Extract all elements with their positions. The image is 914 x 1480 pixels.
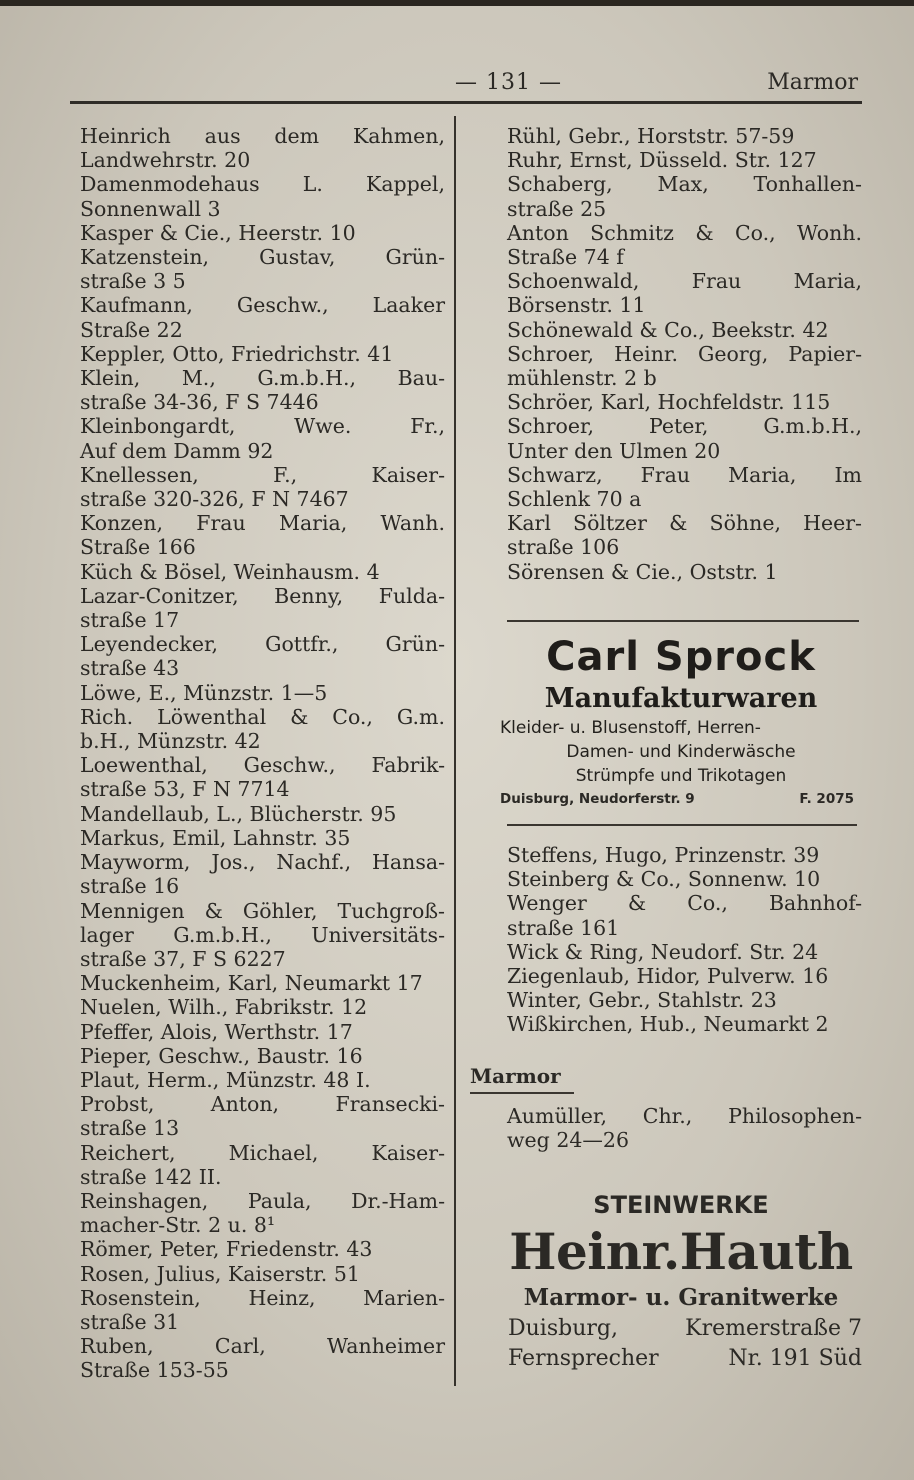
ad-sprock-address-row xyxy=(500,788,862,810)
ad-sprock-address: Duisburg, Neudorferstr. 9 xyxy=(500,791,695,807)
directory-entry xyxy=(80,826,445,850)
directory-entry xyxy=(507,221,862,269)
directory-entry xyxy=(507,843,862,867)
page-header xyxy=(60,66,860,98)
directory-entry xyxy=(507,988,862,1012)
ad-hauth-city: Duisburg, xyxy=(508,1316,618,1341)
entry-line: straße 16 xyxy=(80,874,180,899)
entry-line: Mandellaub, L., Blücherstr. 95 xyxy=(80,801,397,826)
entry-line: Rich. Löwenthal & Co., G.m. xyxy=(80,704,445,729)
entry-line: Schwarz, Frau Maria, Im xyxy=(507,462,862,487)
entry-line: Küch & Bösel, Weinhausm. 4 xyxy=(80,559,380,584)
entry-line: straße 53, F N 7714 xyxy=(80,777,290,802)
entry-line: straße 106 xyxy=(507,535,620,560)
entry-line: b.H., Münzstr. 42 xyxy=(80,729,261,754)
directory-entry xyxy=(80,1068,445,1092)
entry-line: Straße 74 f xyxy=(507,245,624,270)
directory-entry xyxy=(80,172,445,220)
directory-entry xyxy=(80,414,445,462)
left-column xyxy=(80,124,445,1383)
entry-line: Klein, M., G.m.b.H., Bau- xyxy=(80,366,445,391)
directory-entry xyxy=(507,511,862,559)
directory-entry xyxy=(80,1092,445,1140)
entry-line: mühlenstr. 2 b xyxy=(507,366,657,391)
directory-entry xyxy=(80,1286,445,1334)
entry-line: Börsenstr. 11 xyxy=(507,293,646,318)
ad-sprock-line1: Kleider- u. Blusenstoff, Herren- xyxy=(500,718,761,738)
entry-line: Rühl, Gebr., Horststr. 57-59 xyxy=(507,124,795,148)
entry-line: Mayworm, Jos., Nachf., Hansa- xyxy=(80,850,445,875)
directory-entry xyxy=(80,342,445,366)
ad-sprock-line3: Strümpfe und Trikotagen xyxy=(575,766,787,786)
entry-line: Sonnenwall 3 xyxy=(80,196,221,221)
entry-line: Loewenthal, Geschw., Fabrik- xyxy=(80,753,445,778)
entry-line: Konzen, Frau Maria, Wanh. xyxy=(80,511,445,536)
entry-line: Römer, Peter, Friedenstr. 43 xyxy=(80,1237,373,1262)
entry-line: Heinrich aus dem Kahmen, xyxy=(80,124,445,148)
entry-line: Nuelen, Wilh., Fabrikstr. 12 xyxy=(80,995,368,1020)
entry-line: Anton Schmitz & Co., Wonh. xyxy=(507,220,862,245)
directory-entry xyxy=(80,1237,445,1261)
directory-entry xyxy=(507,172,862,220)
entry-line: Unter den Ulmen 20 xyxy=(507,438,721,463)
right-column-bottom xyxy=(507,843,862,1037)
entry-line: Damenmodehaus L. Kappel, xyxy=(80,172,445,197)
entry-line: Markus, Emil, Lahnstr. 35 xyxy=(80,825,351,850)
ad-hauth-steinwerke: STEINWERKE xyxy=(593,1191,769,1219)
directory-entry xyxy=(80,463,445,511)
entry-line: Kaufmann, Geschw., Laaker xyxy=(80,293,445,318)
directory-entry xyxy=(507,124,862,148)
ad-top-rule xyxy=(507,620,859,622)
entry-line: Pfeffer, Alois, Werthstr. 17 xyxy=(80,1019,353,1044)
entry-line: Reinshagen, Paula, Dr.-Ham- xyxy=(80,1188,445,1213)
ad-hauth-phone-nr: Nr. 191 Süd xyxy=(728,1346,862,1371)
entry-line: lager G.m.b.H., Universitäts- xyxy=(80,922,445,947)
ad-hauth-trade: Marmor- u. Granitwerke xyxy=(523,1284,839,1311)
entry-line: Aumüller, Chr., Philosophen- xyxy=(507,1104,862,1128)
entry-line: Rosen, Julius, Kaiserstr. 51 xyxy=(80,1261,360,1286)
directory-entry xyxy=(80,1141,445,1189)
directory-entry xyxy=(80,1020,445,1044)
ad-hauth-name: Heinr.Hauth xyxy=(509,1222,853,1281)
entry-line: Plaut, Herm., Münzstr. 48 I. xyxy=(80,1067,371,1092)
ad-carl-sprock xyxy=(500,632,862,810)
directory-entry xyxy=(80,124,445,172)
directory-entry xyxy=(80,560,445,584)
entry-line: Winter, Gebr., Stahlstr. 23 xyxy=(507,988,777,1013)
entry-line: Straße 166 xyxy=(80,535,196,560)
entry-line: Sörensen & Cie., Oststr. 1 xyxy=(507,559,778,584)
directory-entry xyxy=(507,390,862,414)
directory-entry xyxy=(80,899,445,972)
section-heading-underline xyxy=(470,1092,574,1094)
entry-line: Schröer, Karl, Hochfeldstr. 115 xyxy=(507,390,831,415)
entry-line: Muckenheim, Karl, Neumarkt 17 xyxy=(80,971,423,996)
entry-line: straße 13 xyxy=(80,1116,180,1141)
entry-line: Lazar-Conitzer, Benny, Fulda- xyxy=(80,583,445,608)
entry-line: straße 3 5 xyxy=(80,269,186,294)
entry-line: Kleinbongardt, Wwe. Fr., xyxy=(80,414,445,439)
entry-line: Mennigen & Göhler, Tuchgroß- xyxy=(80,898,445,923)
entry-line: Wenger & Co., Bahnhof- xyxy=(507,891,862,916)
directory-entry xyxy=(507,463,862,511)
entry-line: weg 24—26 xyxy=(507,1128,629,1153)
entry-line: Schlenk 70 a xyxy=(507,487,642,512)
entry-line: Knellessen, F., Kaiser- xyxy=(80,462,445,487)
ad-heinr-hauth xyxy=(500,1188,862,1374)
directory-entry xyxy=(507,148,862,172)
entry-line: Steffens, Hugo, Prinzenstr. 39 xyxy=(507,843,820,867)
entry-line: Schoenwald, Frau Maria, xyxy=(507,269,862,294)
directory-entry xyxy=(80,632,445,680)
entry-line: straße 17 xyxy=(80,608,180,633)
entry-line: Straße 22 xyxy=(80,317,183,342)
section-marmor-entries xyxy=(507,1104,862,1152)
ad-hauth-street: Kremerstraße 7 xyxy=(685,1316,862,1341)
entry-line: Kasper & Cie., Heerstr. 10 xyxy=(80,220,356,245)
entry-line: Reichert, Michael, Kaiser- xyxy=(80,1140,445,1165)
directory-entry xyxy=(507,269,862,317)
directory-entry xyxy=(507,560,862,584)
directory-entry xyxy=(507,342,862,390)
entry-line: Schroer, Peter, G.m.b.H., xyxy=(507,414,862,439)
entry-line: Schroer, Heinr. Georg, Papier- xyxy=(507,341,862,366)
ad-hauth-address-row xyxy=(500,1314,862,1344)
ad-sprock-line2: Damen- und Kinderwäsche xyxy=(566,742,796,762)
directory-entry xyxy=(80,293,445,341)
ad-hauth-phone-row xyxy=(500,1344,862,1374)
directory-entry xyxy=(80,1262,445,1286)
directory-entry xyxy=(507,1104,862,1152)
right-column-top xyxy=(507,124,862,584)
directory-entry xyxy=(80,221,445,245)
entry-line: Ruben, Carl, Wanheimer xyxy=(80,1334,445,1359)
directory-entry xyxy=(80,995,445,1019)
entry-line: straße 31 xyxy=(80,1309,180,1334)
directory-entry xyxy=(507,867,862,891)
entry-line: macher-Str. 2 u. 8¹ xyxy=(80,1213,276,1238)
directory-entry xyxy=(507,964,862,988)
entry-line: Ziegenlaub, Hidor, Pulverw. 16 xyxy=(507,964,829,989)
entry-line: Wißkirchen, Hub., Neumarkt 2 xyxy=(507,1012,829,1037)
entry-line: Auf dem Damm 92 xyxy=(80,438,274,463)
directory-entry xyxy=(80,850,445,898)
entry-line: Schaberg, Max, Tonhallen- xyxy=(507,172,862,197)
entry-line: straße 43 xyxy=(80,656,180,681)
directory-entry xyxy=(507,940,862,964)
directory-entry xyxy=(507,318,862,342)
entry-line: straße 142 II. xyxy=(80,1164,222,1189)
directory-entry xyxy=(507,414,862,462)
entry-line: Löwe, E., Münzstr. 1—5 xyxy=(80,680,328,705)
entry-line: straße 25 xyxy=(507,196,607,221)
directory-entry xyxy=(80,1334,445,1382)
entry-line: straße 320-326, F N 7467 xyxy=(80,487,349,512)
header-rule xyxy=(70,101,862,104)
directory-entry xyxy=(80,1189,445,1237)
page-number: — 131 — xyxy=(455,70,562,95)
entry-line: Pieper, Geschw., Baustr. 16 xyxy=(80,1043,363,1068)
entry-line: Ruhr, Ernst, Düsseld. Str. 127 xyxy=(507,148,817,173)
entry-line: Rosenstein, Heinz, Marien- xyxy=(80,1285,445,1310)
ad-sprock-name: Carl Sprock xyxy=(546,634,816,680)
entry-line: straße 34-36, F S 7446 xyxy=(80,390,319,415)
directory-entry xyxy=(80,366,445,414)
entry-line: Wick & Ring, Neudorf. Str. 24 xyxy=(507,939,819,964)
entry-line: Schönewald & Co., Beekstr. 42 xyxy=(507,317,829,342)
entry-line: Landwehrstr. 20 xyxy=(80,148,251,173)
directory-entry xyxy=(80,245,445,293)
directory-entry xyxy=(80,705,445,753)
column-divider xyxy=(454,116,456,1386)
running-head: Marmor xyxy=(767,70,858,95)
ad-hauth-phone-label: Fernsprecher xyxy=(508,1346,659,1371)
entry-line: straße 161 xyxy=(507,915,620,940)
section-heading-marmor: Marmor xyxy=(470,1064,561,1088)
entry-line: Probst, Anton, Fransecki- xyxy=(80,1092,445,1117)
directory-entry xyxy=(80,1044,445,1068)
ad-sprock-phone: F. 2075 xyxy=(799,791,854,807)
entry-line: straße 37, F S 6227 xyxy=(80,946,286,971)
entry-line: Leyendecker, Gottfr., Grün- xyxy=(80,632,445,657)
entry-line: Straße 153-55 xyxy=(80,1358,229,1383)
directory-entry xyxy=(80,753,445,801)
ad-bottom-rule xyxy=(507,824,857,826)
directory-entry xyxy=(507,1012,862,1036)
entry-line: Steinberg & Co., Sonnenw. 10 xyxy=(507,867,821,892)
entry-line: Keppler, Otto, Friedrichstr. 41 xyxy=(80,341,394,366)
ad-sprock-business: Manufakturwaren xyxy=(544,683,818,714)
entry-line: Katzenstein, Gustav, Grün- xyxy=(80,245,445,270)
directory-entry xyxy=(507,891,862,939)
directory-entry xyxy=(80,971,445,995)
directory-entry xyxy=(80,511,445,559)
directory-entry xyxy=(80,681,445,705)
entry-line: Karl Söltzer & Söhne, Heer- xyxy=(507,511,862,536)
page-top-edge xyxy=(0,0,914,6)
directory-entry xyxy=(80,802,445,826)
directory-entry xyxy=(80,584,445,632)
